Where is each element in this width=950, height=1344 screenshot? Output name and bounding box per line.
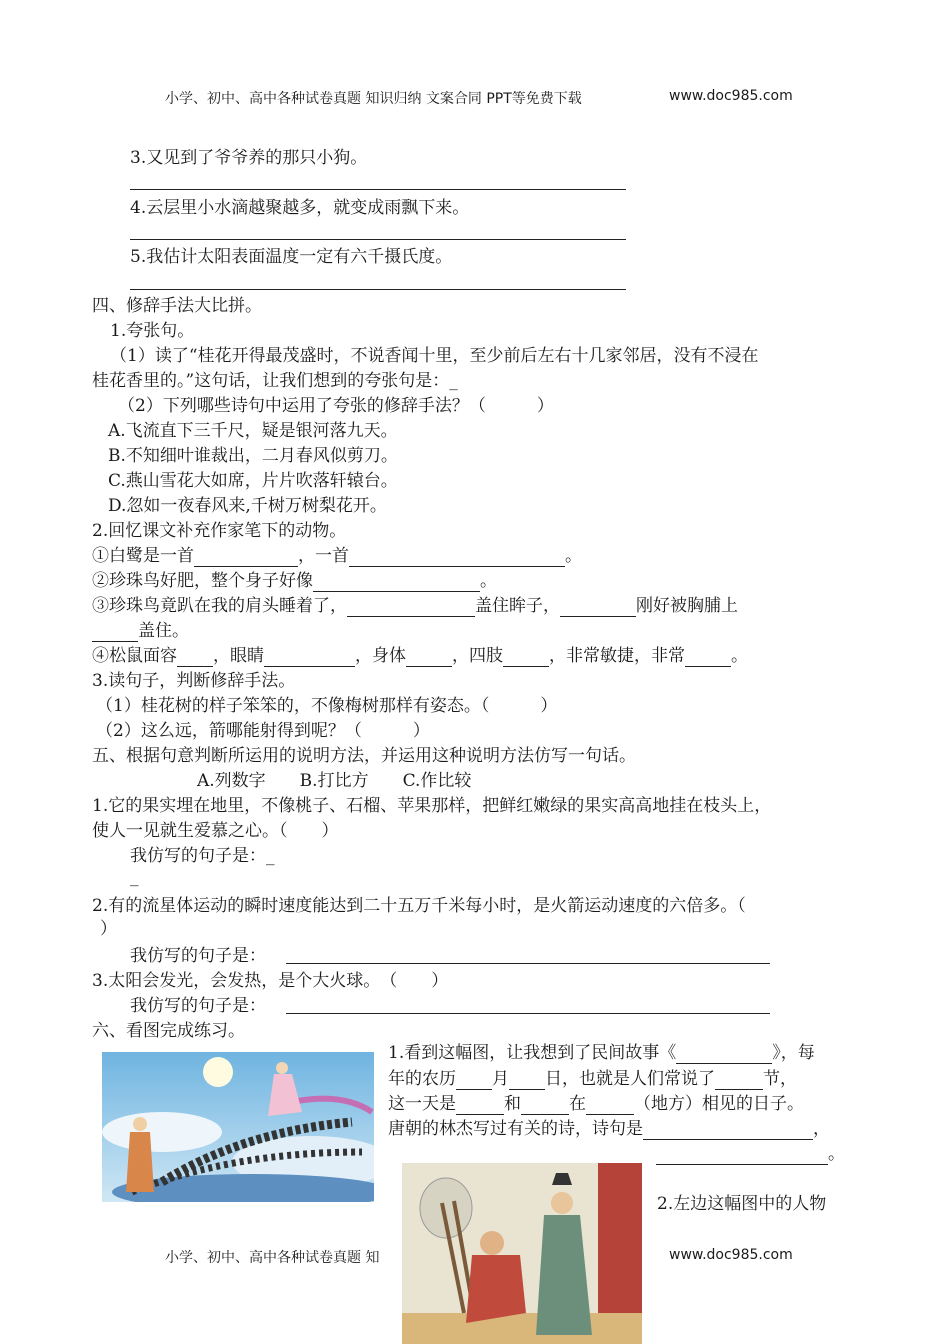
s5-underscore: _: [130, 867, 139, 887]
s4-title: 四、修辞手法大比拼。: [92, 296, 262, 316]
s3-q4: 4.云层里小水滴越聚越多，就变成雨飘下来。: [130, 198, 470, 218]
s4-p1: 1.夸张句。: [110, 321, 195, 341]
blank[interactable]: [676, 1045, 772, 1064]
apology-illustration: [402, 1163, 642, 1344]
s6-text-3: 这一天是 和 在 （地方）相见的日子。: [388, 1094, 804, 1114]
blank[interactable]: [177, 648, 213, 667]
s6-text-2: 年的农历 月 日，也就是人们常说了 节，: [388, 1069, 797, 1089]
s4-fill-2: ②珍珠鸟好肥，整个身子好像 。: [92, 571, 497, 591]
s4-fill-3b: 盖住。: [92, 620, 189, 642]
s5-q1a: 1.它的果实埋在地里，不像桃子、石榴、苹果那样，把鲜红嫩绿的果实高高地挂在枝头上，: [92, 796, 772, 816]
blank[interactable]: [560, 598, 636, 617]
s4-p1-2: （2）下列哪些诗句中运用了夸张的修辞手法？（ ）: [118, 396, 554, 416]
s4-fill-1: ①白鹭是一首 ，一首 。: [92, 546, 582, 566]
blank[interactable]: [521, 1096, 569, 1115]
s4-option-b: B.不知细叶谁裁出，二月春风似剪刀。: [108, 446, 398, 466]
blank[interactable]: [264, 648, 355, 667]
s6-text-6: 2.左边这幅图中的人物: [657, 1194, 827, 1214]
s6-title: 六、看图完成练习。: [92, 1021, 245, 1041]
answer-line-5: [130, 289, 626, 290]
blank[interactable]: [643, 1121, 813, 1140]
s4-p2: 2.回忆课文补充作家笔下的动物。: [92, 521, 347, 541]
blank[interactable]: [349, 548, 565, 567]
s4-p1-1a: （1）读了“桂花开得最茂盛时，不说香闻十里，至少前后左右十几家邻居，没有不浸在: [110, 346, 759, 366]
blank[interactable]: [194, 548, 298, 567]
s5-q3: 3.太阳会发光，会发热，是个大火球。 （ ）: [92, 971, 449, 991]
s4-option-a: A.飞流直下三千尺，疑是银河落九天。: [108, 421, 398, 441]
s5-q2a: 2.有的流星体运动的瞬时速度能达到二十五万千米每小时，是火箭运动速度的六倍多。（: [92, 896, 746, 916]
s5-q2b: ）: [100, 919, 117, 939]
s5-q1b: 使人一见就生爱慕之心。（ ）: [92, 821, 339, 841]
s3-q3: 3.又见到了爷爷养的那只小狗。: [130, 148, 368, 168]
blank[interactable]: [656, 1146, 828, 1165]
s4-option-c: C.燕山雪花大如席，片片吹落轩辕台。: [108, 471, 398, 491]
s4-fill-4: ④松鼠面容 ，眼睛 ，身体 ，四肢 ，非常敏捷，非常 。: [92, 646, 748, 666]
s4-p1-1b: 桂花香里的。”这句话，让我们想到的夸张句是：_: [92, 371, 458, 391]
header-url: www.doc985.com: [669, 88, 793, 104]
footer-url: www.doc985.com: [669, 1247, 793, 1263]
blank[interactable]: [313, 573, 480, 592]
blank[interactable]: [92, 623, 138, 642]
blank[interactable]: [456, 1071, 492, 1090]
blank[interactable]: [503, 648, 549, 667]
s4-p3-2: （2）这么远，箭哪能射得到呢？（ ）: [96, 721, 430, 741]
blank[interactable]: [715, 1071, 763, 1090]
answer-line-3: [130, 189, 626, 190]
s4-p3-1: （1）桂花树的样子笨笨的，不像梅树那样有姿态。（ ）: [96, 696, 558, 716]
blank[interactable]: [586, 1096, 634, 1115]
header-text: 小学、初中、高中各种试卷真题 知识归纳 文案合同 PPT等免费下载: [165, 91, 582, 107]
s6-text-5: 。: [656, 1143, 845, 1165]
blank[interactable]: [406, 648, 452, 667]
blank[interactable]: [509, 1071, 545, 1090]
s6-text-4: 唐朝的林杰写过有关的诗，诗句是 ，: [388, 1119, 830, 1139]
answer-line: [286, 1013, 770, 1014]
s3-q5: 5.我估计太阳表面温度一定有六千摄氏度。: [130, 247, 453, 267]
answer-line-4: [130, 239, 626, 240]
s6-text-1: 1.看到这幅图，让我想到了民间故事《 》，每: [388, 1043, 815, 1063]
s5-imitate-1: 我仿写的句子是：_: [130, 846, 275, 866]
s5-imitate-3: 我仿写的句子是：: [130, 996, 266, 1016]
answer-line: [286, 963, 770, 964]
s4-fill-3: ③珍珠鸟竟趴在我的肩头睡着了， 盖住眸子， 刚好被胸脯上: [92, 596, 738, 616]
s5-title: 五、根据句意判断所运用的说明方法，并运用这种说明方法仿写一句话。: [92, 746, 636, 766]
s5-options: A.列数字 B.打比方 C.作比较: [197, 771, 472, 791]
sun-icon: [203, 1057, 233, 1087]
blank[interactable]: [456, 1096, 504, 1115]
s4-option-d: D.忽如一夜春风来,千树万树梨花开。: [108, 496, 387, 516]
s4-p3: 3.读句子，判断修辞手法。: [92, 671, 296, 691]
blank[interactable]: [685, 648, 731, 667]
blank[interactable]: [347, 598, 475, 617]
qixi-illustration: [102, 1052, 374, 1202]
footer-text: 小学、初中、高中各种试卷真题 知: [165, 1250, 380, 1266]
s5-imitate-2: 我仿写的句子是：: [130, 946, 266, 966]
